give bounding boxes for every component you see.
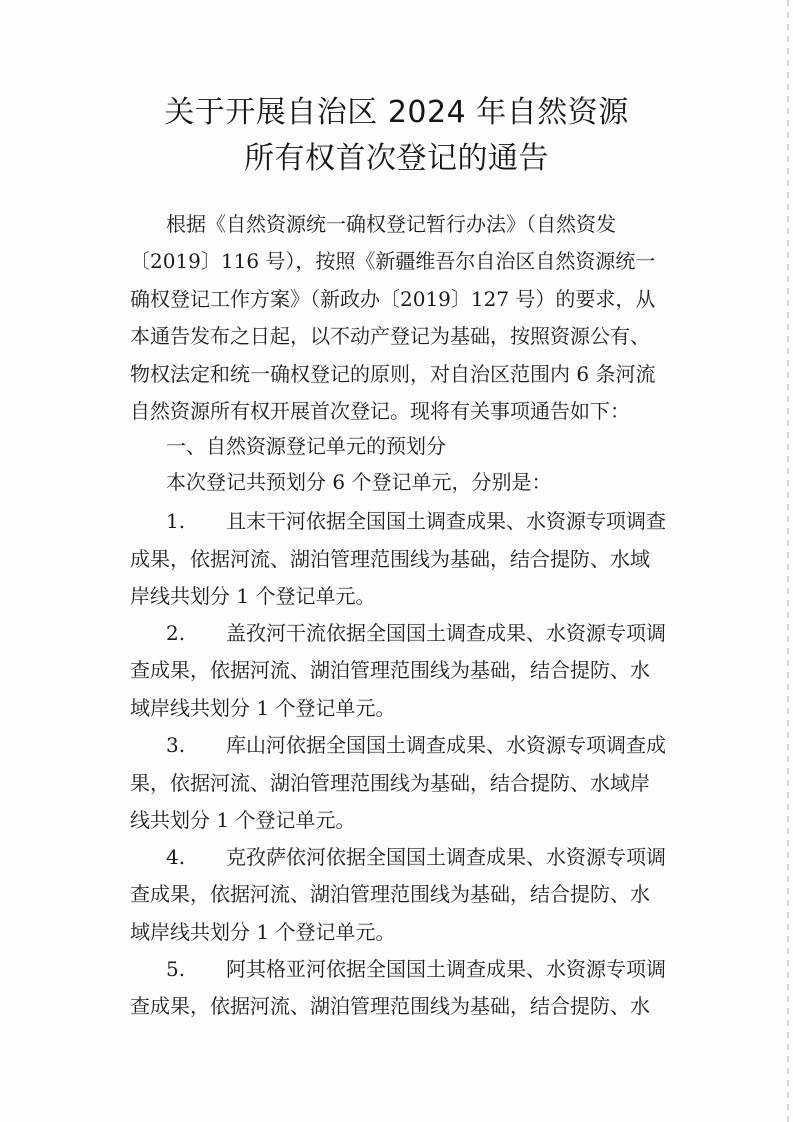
- list-item-line: 岸线共划分 1 个登记单元。: [130, 584, 376, 608]
- list-item-first-line: [166, 731, 666, 759]
- list-item-line: 查成果，依据河流、湖泊管理范围线为基础，结合提防、水: [130, 882, 650, 906]
- list-item-line: 域岸线共划分 1 个登记单元。: [130, 696, 396, 720]
- list-item-line: 成果，依据河流、湖泊管理范围线为基础，结合提防、水域: [130, 547, 650, 571]
- scan-binding-edge: [787, 0, 789, 1122]
- list-item-first-line: [166, 619, 666, 647]
- intro-line: 〔2019〕116 号），按照《新疆维吾尔自治区自然资源统一: [130, 249, 656, 273]
- list-item-text: 克孜萨依河依据全国国土调查成果、水资源专项调: [226, 845, 666, 869]
- list-item-line: 查成果，依据河流、湖泊管理范围线为基础，结合提防、水: [130, 994, 650, 1018]
- intro-line: 确权登记工作方案》（新政办〔2019〕127 号）的要求，从: [130, 287, 656, 311]
- list-item-line: 线共划分 1 个登记单元。: [130, 808, 356, 832]
- list-item-first-line: [166, 507, 666, 535]
- list-item-text: 阿其格亚河依据全国国土调查成果、水资源专项调: [226, 957, 666, 981]
- section-heading: 一、自然资源登记单元的预划分: [166, 434, 446, 458]
- list-item-number: 1.: [166, 509, 186, 533]
- list-item-number: 2.: [166, 621, 186, 645]
- list-item-line: 果，依据河流、湖泊管理范围线为基础，结合提防、水域岸: [130, 771, 650, 795]
- list-item-first-line: [166, 843, 666, 871]
- intro-line: 根据《自然资源统一确权登记暂行办法》（自然资发: [166, 212, 616, 236]
- list-item-number: 5.: [166, 957, 186, 981]
- list-item-first-line: [166, 955, 666, 983]
- intro-line: 本通告发布之日起，以不动产登记为基础，按照资源公有、: [130, 324, 650, 348]
- list-item-text: 且末干河依据全国国土调查成果、水资源专项调查: [226, 509, 666, 533]
- list-item-text: 库山河依据全国国土调查成果、水资源专项调查成: [226, 733, 666, 757]
- intro-line: 自然资源所有权开展首次登记。现将有关事项通告如下：: [130, 399, 630, 423]
- list-item-line: 域岸线共划分 1 个登记单元。: [130, 920, 396, 944]
- list-item-number: 3.: [166, 733, 186, 757]
- section-summary: 本次登记共预划分 6 个登记单元，分别是：: [166, 470, 552, 494]
- document-title-line-2: 所有权首次登记的通告: [244, 141, 549, 176]
- document-title-line-1: 关于开展自治区 2024 年自然资源: [164, 95, 629, 130]
- list-item-text: 盖孜河干流依据全国国土调查成果、水资源专项调: [226, 621, 666, 645]
- list-item-line: 查成果，依据河流、湖泊管理范围线为基础，结合提防、水: [130, 658, 650, 682]
- list-item-number: 4.: [166, 845, 186, 869]
- intro-line: 物权法定和统一确权登记的原则，对自治区范围内 6 条河流: [130, 362, 656, 386]
